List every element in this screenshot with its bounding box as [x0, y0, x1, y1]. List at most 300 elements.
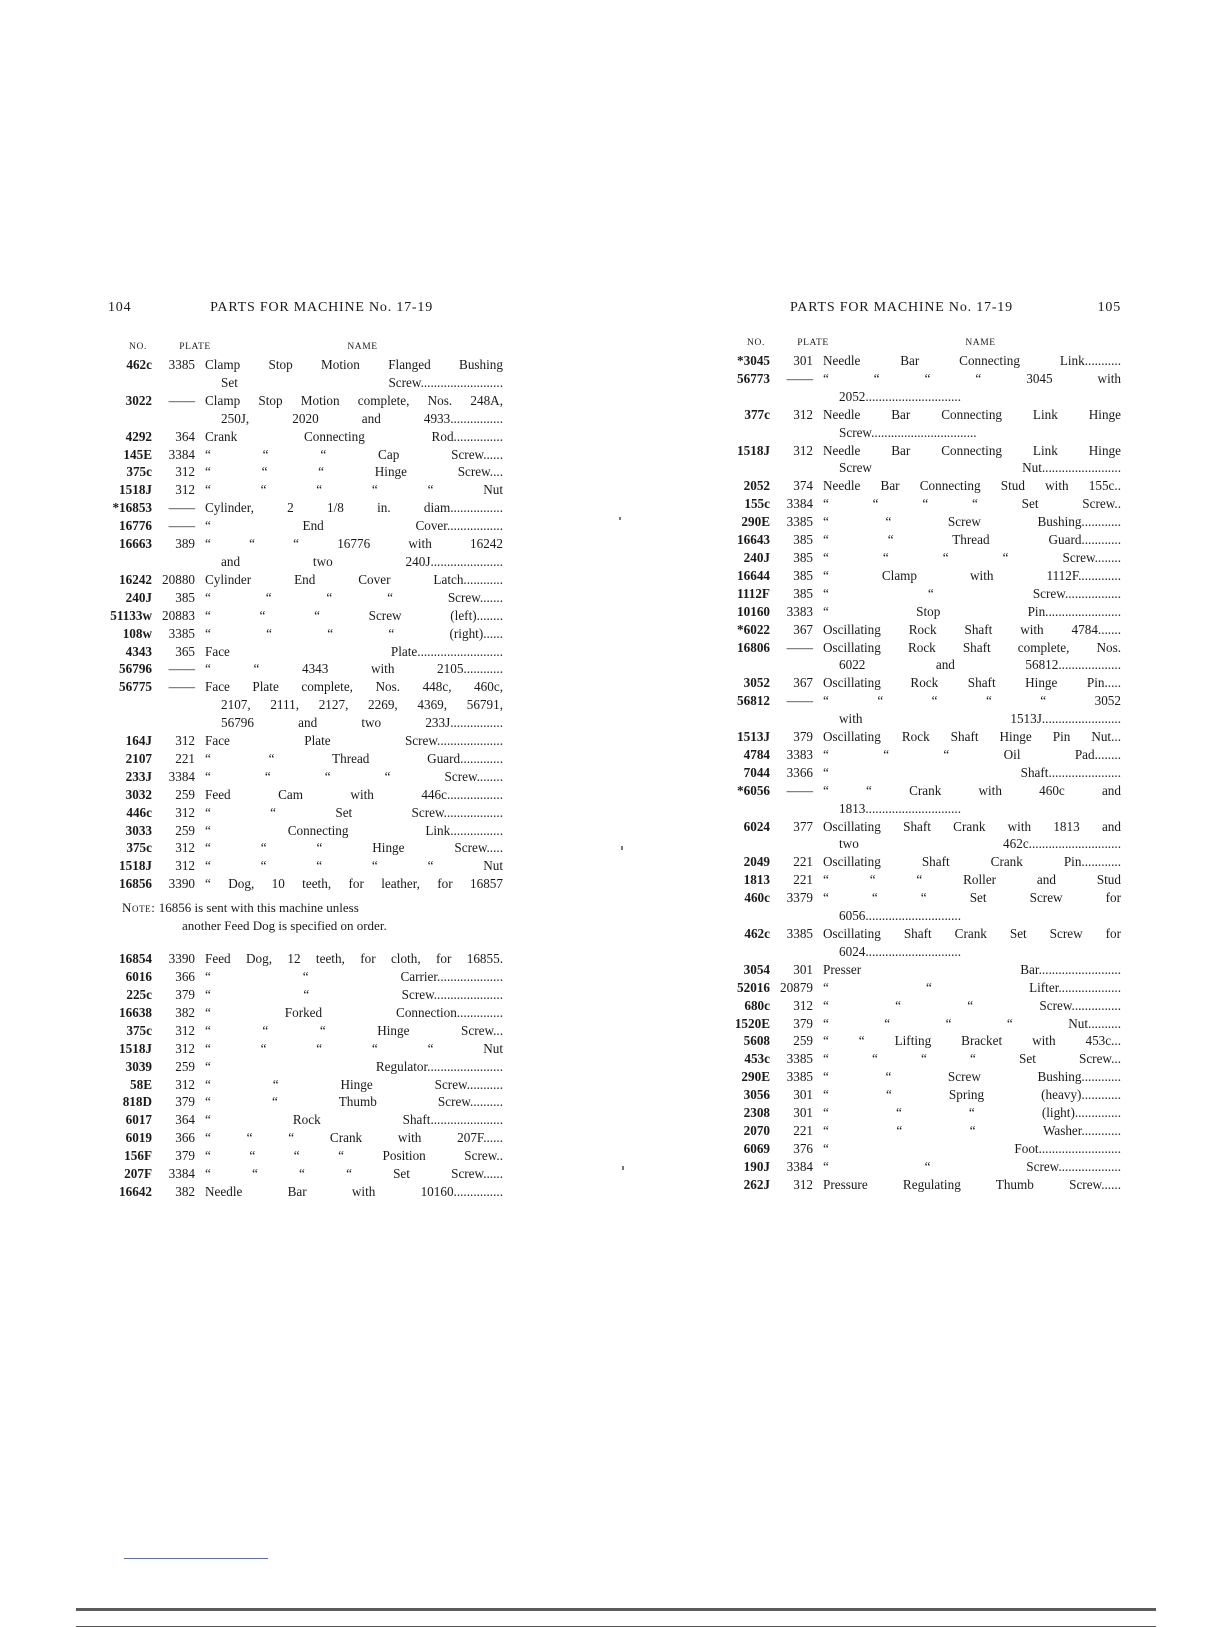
- part-row: [108, 875, 503, 893]
- part-name: [823, 370, 1121, 406]
- part-name: [205, 446, 503, 464]
- plate-number: 312: [175, 464, 195, 480]
- part-name-line: “ “ “ Hinge Screw.....: [205, 840, 503, 856]
- part-row: [108, 822, 503, 840]
- part-name-continuation: two 462c............................: [839, 836, 1121, 852]
- plate-number: 389: [175, 536, 195, 552]
- part-name-line: “ “ “ Set Screw for: [823, 890, 1121, 906]
- part-name: [205, 481, 503, 499]
- part-name: [823, 782, 1121, 818]
- part-row: [108, 571, 503, 589]
- part-number: 2049: [743, 854, 770, 870]
- plate-number: ——: [168, 518, 195, 534]
- part-name-line: “ “ “ Crank with 207F......: [205, 1130, 503, 1146]
- part-number: 145E: [123, 446, 152, 462]
- plate-number: 312: [175, 482, 195, 498]
- part-number: 6069: [743, 1140, 770, 1156]
- part-name-line: “ End Cover.................: [205, 518, 503, 534]
- part-number: 16644: [737, 567, 770, 583]
- part-number: 1520E: [734, 1015, 770, 1031]
- part-name: [823, 1176, 1121, 1194]
- part-number: 377c: [744, 406, 770, 422]
- plate-number: 385: [793, 549, 813, 565]
- plate-number: 365: [175, 643, 195, 659]
- part-name-line: “ Connecting Link................: [205, 822, 503, 838]
- part-number: 190J: [743, 1158, 770, 1174]
- part-row: [726, 406, 1121, 442]
- part-name-continuation: 250J, 2020 and 4933................: [221, 410, 503, 426]
- part-name-continuation: 56796 and two 233J................: [221, 715, 503, 731]
- part-number: 52016: [737, 979, 770, 995]
- plate-number: 379: [793, 729, 813, 745]
- part-number: *6022: [737, 621, 770, 637]
- part-name: [823, 567, 1121, 585]
- part-name-line: “ Dog, 10 teeth, for leather, for 16857: [205, 876, 503, 892]
- part-number: 16642: [119, 1183, 152, 1199]
- part-name: [823, 728, 1121, 746]
- part-row: [108, 768, 503, 786]
- part-row: [108, 446, 503, 464]
- part-row: [726, 1086, 1121, 1104]
- part-number: 16856: [119, 876, 152, 892]
- plate-number: 312: [793, 442, 813, 458]
- underline-link: [124, 1558, 268, 1559]
- part-name: [823, 549, 1121, 567]
- plate-number: 379: [175, 987, 195, 1002]
- part-name: [205, 1129, 503, 1147]
- part-row: [726, 961, 1121, 979]
- part-name: [205, 1165, 503, 1183]
- part-name: [823, 925, 1121, 961]
- part-name-line: Needle Bar Connecting Link Hinge: [823, 442, 1121, 458]
- part-number: 108w: [122, 625, 152, 641]
- part-name-line: “ “ “ Cap Screw......: [205, 446, 503, 462]
- part-name: [823, 495, 1121, 513]
- part-name: [823, 889, 1121, 925]
- part-row: [726, 1015, 1121, 1033]
- part-row: [726, 979, 1121, 997]
- plate-number: 3385: [786, 1051, 813, 1067]
- part-number: 6017: [125, 1112, 152, 1128]
- part-name-line: Oscillating Shaft Crank Pin............: [823, 854, 1121, 870]
- part-name: [205, 1022, 503, 1040]
- plate-number: 3385: [786, 514, 813, 530]
- part-name: [823, 818, 1121, 854]
- part-row: [108, 1076, 503, 1094]
- part-row: [726, 442, 1121, 478]
- part-number: 58E: [130, 1076, 152, 1092]
- plate-number: 3385: [786, 926, 813, 941]
- part-row: [108, 643, 503, 661]
- parts-list: [108, 356, 503, 893]
- part-number: 3056: [743, 1087, 770, 1103]
- part-name: [823, 1122, 1121, 1140]
- part-name-line: “ “ Crank with 460c and: [823, 782, 1121, 798]
- part-name: [205, 968, 503, 986]
- part-row: [726, 674, 1121, 692]
- part-name: [823, 1086, 1121, 1104]
- part-row: [108, 517, 503, 535]
- part-row: [108, 857, 503, 875]
- part-number: 3032: [125, 786, 152, 802]
- plate-number: 20883: [162, 607, 195, 623]
- plate-number: 259: [175, 822, 195, 838]
- plate-number: ——: [168, 392, 195, 408]
- part-name: [823, 477, 1121, 495]
- part-name-continuation: 6022 and 56812...................: [839, 657, 1121, 673]
- part-row: [726, 782, 1121, 818]
- part-name-line: “ “ 4343 with 2105............: [205, 661, 503, 677]
- part-row: [108, 1093, 503, 1111]
- plate-number: 20880: [162, 571, 195, 587]
- part-name: [205, 857, 503, 875]
- part-number: 56773: [737, 370, 770, 386]
- plate-number: ——: [786, 370, 813, 386]
- plate-number: 20879: [780, 979, 813, 995]
- plate-number: ——: [786, 782, 813, 798]
- part-name-line: Face Plate Screw....................: [205, 733, 503, 749]
- part-number: 4343: [125, 643, 152, 659]
- part-name: [205, 607, 503, 625]
- part-name-line: “ Clamp with 1112F.............: [823, 567, 1121, 583]
- part-number: 4292: [125, 428, 152, 444]
- note-line-1: 16856 is sent with this machine unless: [158, 900, 359, 916]
- part-row: [726, 1158, 1121, 1176]
- part-name: [205, 678, 503, 732]
- part-name-line: “ “ “ Hinge Screw....: [205, 464, 503, 480]
- part-name-continuation: Screw................................: [839, 424, 977, 440]
- plate-number: 3385: [168, 625, 195, 641]
- plate-number: 367: [793, 621, 813, 637]
- part-name-line: “ “ “ “ “ Nut: [205, 482, 503, 498]
- header-plate: PLATE: [179, 342, 211, 352]
- part-number: 156F: [124, 1148, 152, 1164]
- part-name-line: “ Stop Pin.......................: [823, 603, 1121, 619]
- part-name-line: “ “ “ “ “ Nut: [205, 1040, 503, 1056]
- part-row: [108, 804, 503, 822]
- part-number: 225c: [126, 987, 152, 1002]
- part-row: [108, 428, 503, 446]
- part-name-line: “ “ “ “ Position Screw..: [205, 1148, 503, 1164]
- right-page: [726, 300, 1121, 1194]
- part-name: [823, 853, 1121, 871]
- part-name-line: “ Rock Shaft......................: [205, 1112, 503, 1128]
- part-number: 1813: [743, 872, 770, 888]
- part-number: 5608: [743, 1033, 770, 1049]
- part-name-line: Clamp Stop Motion complete, Nos. 248A,: [205, 392, 503, 408]
- plate-number: 312: [793, 997, 813, 1013]
- running-title: PARTS FOR MACHINE No. 17-19: [210, 300, 433, 315]
- part-name: [823, 961, 1121, 979]
- part-name: [205, 732, 503, 750]
- parts-list-continued: [108, 950, 503, 1201]
- part-row: [726, 925, 1121, 961]
- part-row: [108, 499, 503, 517]
- part-row: [108, 986, 503, 1004]
- part-row: [726, 871, 1121, 889]
- part-row: [108, 786, 503, 804]
- part-name-line: “ Regulator.......................: [205, 1058, 503, 1074]
- part-name-line: “ “ Thumb Screw..........: [205, 1094, 503, 1110]
- part-number: 1518J: [737, 442, 770, 458]
- part-number: 453c: [744, 1051, 770, 1067]
- part-name: [823, 1104, 1121, 1122]
- plate-number: 385: [793, 532, 813, 548]
- part-name: [823, 979, 1121, 997]
- part-number: 2052: [743, 478, 770, 494]
- part-row: [108, 1111, 503, 1129]
- part-name-line: Face Plate..........................: [205, 643, 503, 659]
- part-row: [726, 513, 1121, 531]
- part-name: [823, 1050, 1121, 1068]
- plate-number: ——: [168, 679, 195, 695]
- part-number: 240J: [125, 589, 152, 605]
- page-number: 105: [1097, 300, 1121, 315]
- plate-number: 312: [175, 858, 195, 874]
- plate-number: 3379: [786, 890, 813, 906]
- part-row: [108, 535, 503, 571]
- plate-number: 376: [793, 1140, 813, 1156]
- running-head: [726, 300, 1121, 324]
- part-name: [205, 643, 503, 661]
- part-number: 375c: [126, 464, 152, 480]
- part-name-line: “ Shaft......................: [823, 764, 1121, 780]
- plate-number: 3385: [168, 357, 195, 372]
- plate-number: 379: [175, 1094, 195, 1110]
- part-name-line: Needle Bar Connecting Link...........: [823, 353, 1121, 368]
- plate-number: 3384: [786, 496, 813, 512]
- header-no: NO.: [129, 342, 147, 352]
- plate-number: 3385: [786, 1069, 813, 1085]
- part-row: [108, 1147, 503, 1165]
- plate-number: 377: [793, 818, 813, 834]
- part-name: [205, 986, 503, 1004]
- plate-number: 301: [793, 961, 813, 977]
- plate-number: 3390: [168, 951, 195, 967]
- part-name: [205, 768, 503, 786]
- plate-number: ——: [168, 500, 195, 516]
- part-row: [108, 839, 503, 857]
- part-number: 10160: [737, 603, 770, 619]
- part-name: [205, 1111, 503, 1129]
- part-name-line: “ “ Spring (heavy)............: [823, 1087, 1121, 1103]
- part-name: [205, 463, 503, 481]
- part-name: [205, 786, 503, 804]
- part-number: 3052: [743, 675, 770, 691]
- part-name: [823, 1140, 1121, 1158]
- column-headers: [108, 342, 503, 356]
- part-name-line: Oscillating Shaft Crank Set Screw for: [823, 926, 1121, 941]
- part-name-continuation: 2052.............................: [839, 388, 961, 404]
- part-name: [205, 822, 503, 840]
- part-name-line: “ “ “ Washer............: [823, 1122, 1121, 1138]
- header-name: NAME: [965, 338, 996, 348]
- running-title: PARTS FOR MACHINE No. 17-19: [790, 300, 1013, 315]
- part-name-line: Needle Bar with 10160...............: [205, 1183, 503, 1199]
- part-number: *6056: [737, 782, 770, 798]
- part-name: [823, 692, 1121, 728]
- part-row: [726, 1068, 1121, 1086]
- header-no: NO.: [747, 338, 765, 348]
- part-name-line: Face Plate complete, Nos. 448c, 460c,: [205, 679, 503, 695]
- part-row: [726, 1104, 1121, 1122]
- part-row: [726, 621, 1121, 639]
- header-plate: PLATE: [797, 338, 829, 348]
- plate-number: 221: [793, 1122, 813, 1138]
- part-name: [823, 674, 1121, 692]
- part-name: [823, 406, 1121, 442]
- plate-number: 259: [175, 786, 195, 802]
- part-name-line: “ “ Screw.....................: [205, 987, 503, 1002]
- part-name-line: Presser Bar.........................: [823, 961, 1121, 977]
- part-number: 2308: [743, 1105, 770, 1121]
- running-head: [108, 300, 503, 324]
- part-number: 462c: [126, 357, 152, 372]
- speck: [622, 1166, 624, 1170]
- part-row: [108, 1058, 503, 1076]
- part-name-line: “ “ “ 16776 with 16242: [205, 536, 503, 552]
- part-name: [205, 392, 503, 428]
- part-name-line: Cylinder, 2 1/8 in. diam................: [205, 500, 503, 516]
- part-name: [823, 871, 1121, 889]
- part-name-line: “ “ Screw Bushing............: [823, 514, 1121, 530]
- part-name: [823, 531, 1121, 549]
- part-name-line: Oscillating Rock Shaft Hinge Pin.....: [823, 675, 1121, 691]
- plate-number: 364: [175, 428, 195, 444]
- plate-number: ——: [168, 661, 195, 677]
- part-name-line: “ “ Thread Guard.............: [205, 750, 503, 766]
- plate-number: 3384: [168, 768, 195, 784]
- plate-number: 312: [175, 1040, 195, 1056]
- note-line-2: another Feed Dog is specified on order.: [182, 917, 387, 933]
- part-number: 290E: [741, 514, 770, 530]
- part-number: 16854: [119, 951, 152, 967]
- plate-number: 301: [793, 1087, 813, 1103]
- part-name: [823, 746, 1121, 764]
- part-row: [726, 728, 1121, 746]
- part-row: [108, 750, 503, 768]
- plate-number: 301: [793, 353, 813, 368]
- part-name: [823, 1068, 1121, 1086]
- part-number: 1518J: [119, 1040, 152, 1056]
- part-number: 446c: [126, 804, 152, 820]
- part-number: 375c: [126, 840, 152, 856]
- part-name-line: Feed Cam with 446c.................: [205, 786, 503, 802]
- part-name: [205, 1004, 503, 1022]
- part-number: 155c: [744, 496, 770, 512]
- part-number: 2107: [125, 750, 152, 766]
- part-row: [108, 1165, 503, 1183]
- part-name-line: “ “ “ “ “ 3052: [823, 693, 1121, 709]
- part-number: 1112F: [737, 585, 770, 601]
- parts-list: [726, 352, 1121, 1194]
- page-number: 104: [108, 300, 132, 315]
- plate-number: 312: [175, 1022, 195, 1038]
- part-name-line: “ “ “ Screw (left)........: [205, 607, 503, 623]
- part-row: [108, 392, 503, 428]
- part-number: 207F: [124, 1166, 152, 1182]
- part-row: [108, 625, 503, 643]
- plate-number: 379: [793, 1015, 813, 1031]
- part-name: [823, 997, 1121, 1015]
- part-name: [823, 764, 1121, 782]
- part-name-line: Feed Dog, 12 teeth, for cloth, for 16855.: [205, 951, 503, 967]
- part-name: [823, 603, 1121, 621]
- part-row: [726, 1176, 1121, 1194]
- part-name: [205, 660, 503, 678]
- part-row: [726, 477, 1121, 495]
- part-name: [205, 428, 503, 446]
- plate-number: ——: [786, 693, 813, 709]
- part-number: 1518J: [119, 482, 152, 498]
- part-number: 818D: [122, 1094, 152, 1110]
- part-name-line: “ “ “ “ Nut..........: [823, 1015, 1121, 1031]
- part-row: [108, 589, 503, 607]
- part-name: [823, 639, 1121, 675]
- part-row: [726, 352, 1121, 370]
- part-row: [108, 1040, 503, 1058]
- part-number: 56775: [119, 679, 152, 695]
- part-name: [205, 356, 503, 392]
- column-headers: [726, 338, 1121, 352]
- part-name-line: “ “ Set Screw..................: [205, 804, 503, 820]
- part-row: [726, 549, 1121, 567]
- part-row: [726, 639, 1121, 675]
- part-number: 51133w: [110, 607, 152, 623]
- part-name-line: “ “ Screw Bushing............: [823, 1069, 1121, 1085]
- part-row: [108, 463, 503, 481]
- part-number: 680c: [744, 997, 770, 1013]
- part-row: [108, 732, 503, 750]
- part-number: 16242: [119, 571, 152, 587]
- part-name: [823, 1015, 1121, 1033]
- part-name: [823, 621, 1121, 639]
- part-name-line: “ “ “ “ Set Screw..: [823, 496, 1121, 512]
- part-row: [108, 481, 503, 499]
- part-name: [205, 750, 503, 768]
- part-name-line: Oscillating Shaft Crank with 1813 and: [823, 818, 1121, 834]
- part-name: [823, 1158, 1121, 1176]
- scan-edge-line: [76, 1608, 1156, 1611]
- part-number: *3045: [737, 353, 770, 368]
- part-name-continuation: Set Screw.........................: [221, 374, 503, 390]
- note-label: Note:: [122, 900, 156, 916]
- part-row: [726, 764, 1121, 782]
- part-name-line: “ “ “ “ Screw........: [823, 549, 1121, 565]
- part-number: 4784: [743, 746, 770, 762]
- part-name-line: Needle Bar Connecting Link Hinge: [823, 406, 1121, 422]
- part-name-line: “ “ “ “ Set Screw...: [823, 1051, 1121, 1067]
- part-name-line: “ “ Screw.................: [823, 585, 1121, 601]
- part-number: 262J: [743, 1176, 770, 1192]
- part-name: [205, 839, 503, 857]
- part-number: 6024: [743, 818, 770, 834]
- part-row: [726, 1032, 1121, 1050]
- part-number: 375c: [126, 1022, 152, 1038]
- part-name-continuation: with 1513J........................: [839, 711, 1121, 727]
- part-name-line: “ “ Lifting Bracket with 453c...: [823, 1033, 1121, 1049]
- part-name: [205, 1040, 503, 1058]
- plate-number: 312: [793, 406, 813, 422]
- part-name-continuation: 2107, 2111, 2127, 2269, 4369, 56791,: [221, 697, 503, 713]
- part-number: 3022: [125, 392, 152, 408]
- part-name: [205, 625, 503, 643]
- plate-number: 3384: [786, 1158, 813, 1174]
- part-name-line: Oscillating Rock Shaft Hinge Pin Nut...: [823, 729, 1121, 745]
- part-number: 290E: [741, 1069, 770, 1085]
- part-name-continuation: 6024.............................: [839, 943, 961, 959]
- part-row: [108, 1129, 503, 1147]
